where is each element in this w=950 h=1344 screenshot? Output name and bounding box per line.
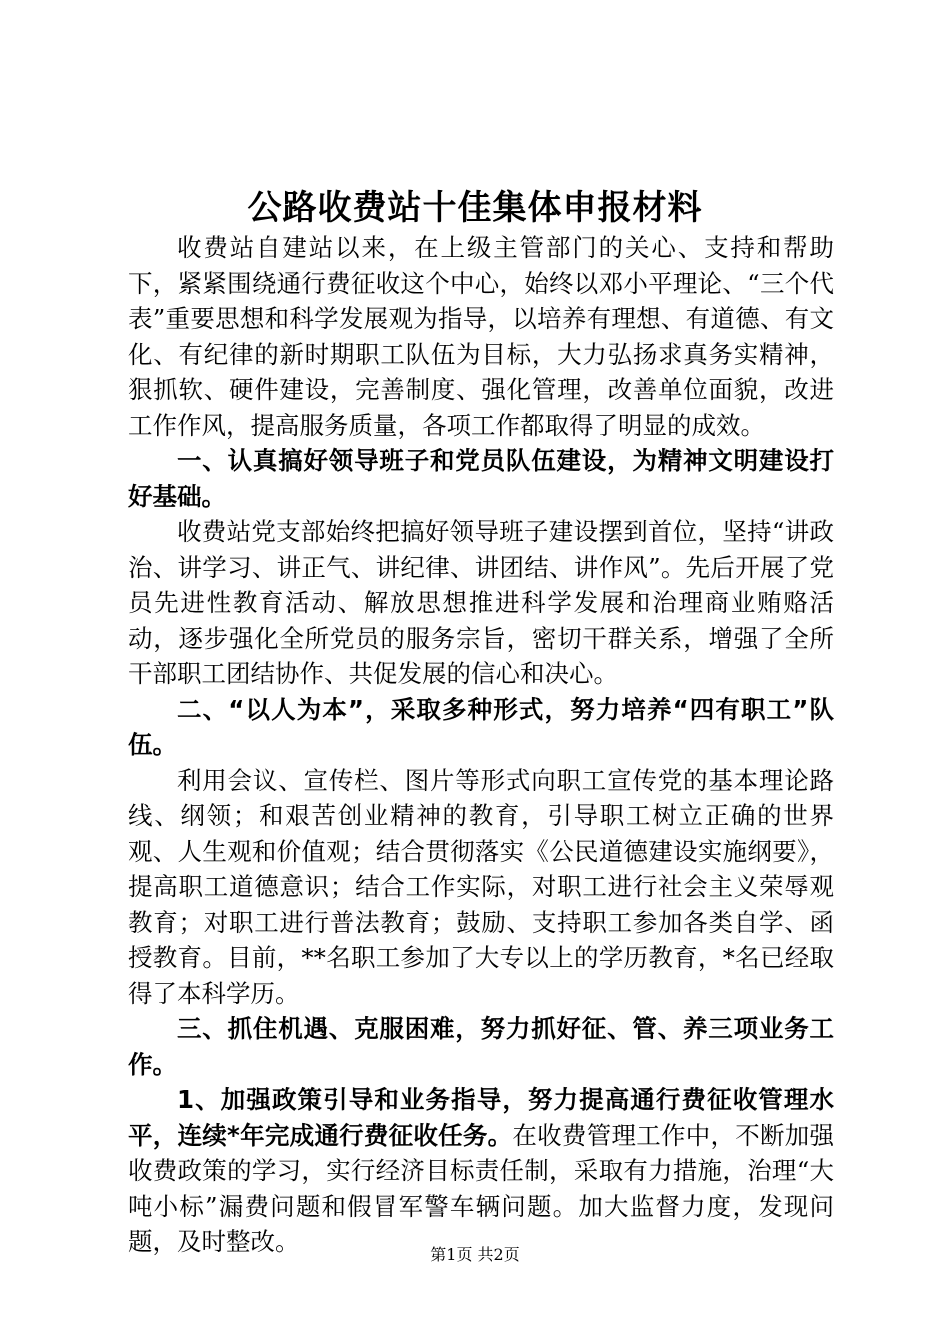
document-title: 公路收费站十佳集体申报材料 <box>247 188 703 228</box>
section-1-heading: 一、认真搞好领导班子和党员队伍建设，为精神文明建设打好基础。 <box>128 446 834 511</box>
document-body <box>128 230 834 1260</box>
page-footer: 第1页 共2页 <box>430 1245 520 1264</box>
section-3-item-1-paragraph <box>128 1082 834 1260</box>
section-3-item-1-lead: 1、加强政策引导和业务指导，努力提高通行费征收管理水平，连续*年完成通行费征收任务。 <box>128 1085 834 1150</box>
section-2-heading: 二、“以人为本”，采取多种形式，努力培养“四有职工”队伍。 <box>128 694 834 759</box>
section-3-item-1-body: 在收费管理工作中，不断加强收费政策的学习，实行经济目标责任制，采取有力措施，治理“大吨小标”漏费问题和假冒军警车辆问题。加大监督力度，发现问题，及时整改。 <box>128 1120 835 1256</box>
intro-paragraph: 收费站自建站以来，在上级主管部门的关心、支持和帮助下，紧紧围绕通行费征收这个中心，始终以邓小平理论、“三个代表”重要思想和科学发展观为指导，以培养有理想、有道德、有文化、有纪律的新时期职工队伍为目标，大力弘扬求真务实精神，狠抓软、硬件建设，完善制度、强化管理，改善单位面貌，改进工作作风，提高服务质量，各项工作都取得了明显的成效。 <box>128 233 834 440</box>
section-1-paragraph: 收费站党支部始终把搞好领导班子建设摆到首位，坚持“讲政治、讲学习、讲正气、讲纪律、讲团结、讲作风”。先后开展了党员先进性教育活动、解放思想推进科学发展和治理商业贿赂活动，逐步强化全所党员的服务宗旨，密切干群关系，增强了全所干部职工团结协作、共促发展的信心和决心。 <box>128 517 834 688</box>
section-3-heading: 三、抓住机遇、克服困难，努力抓好征、管、养三项业务工作。 <box>128 1014 834 1079</box>
section-2-paragraph: 利用会议、宣传栏、图片等形式向职工宣传党的基本理论路线、纲领；和艰苦创业精神的教育，引导职工树立正确的世界观、人生观和价值观；结合贯彻落实《公民道德建设实施纲要》，提高职工道德意识；结合工作实际，对职工进行社会主义荣辱观教育；对职工进行普法教育；鼓励、支持职工参加各类自学、函授教育。目前，**名职工参加了大专以上的学历教育，*名已经取得了本科学历。 <box>128 765 834 1008</box>
